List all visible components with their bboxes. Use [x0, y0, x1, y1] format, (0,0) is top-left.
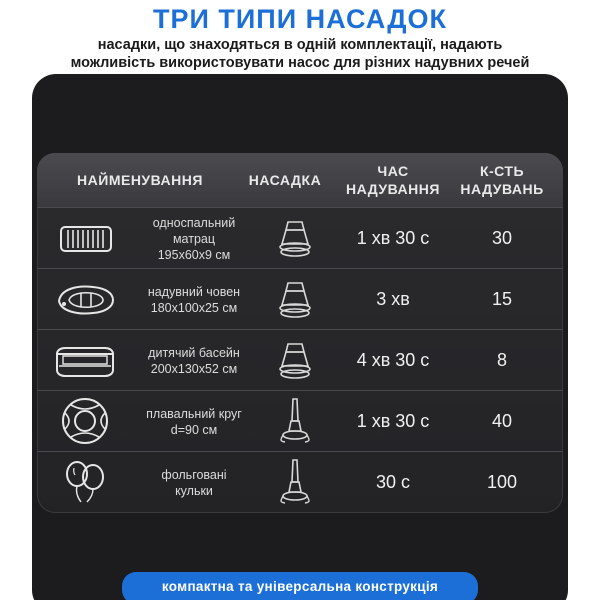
row-name	[129, 391, 259, 452]
boat-icon	[47, 269, 123, 330]
row-count: 30	[491, 228, 513, 248]
row-name-line: 195х60х9 см	[157, 247, 231, 262]
row-name	[129, 330, 259, 391]
row-name-line: 180х100х25 см	[150, 300, 238, 315]
header-time	[337, 153, 449, 207]
table-header	[37, 153, 563, 207]
table-row	[37, 390, 563, 451]
wide-nozzle-icon	[265, 330, 325, 391]
subtitle-line-2: можливість використовувати насос для різних надувних речей	[70, 55, 530, 71]
nozzle-table	[37, 153, 563, 513]
row-name	[129, 452, 259, 513]
row-time: 1 хв 30 с	[356, 228, 430, 248]
row-count: 15	[491, 289, 513, 309]
balloons-icon	[47, 452, 123, 513]
row-name-line: плавальний круг	[146, 406, 242, 421]
header-time-line-2: НАДУВАННЯ	[346, 181, 440, 197]
row-name-line: надувний човен	[147, 284, 241, 299]
header-attachment: НАСАДКА	[248, 172, 322, 188]
page-title: ТРИ ТИПИ НАСАДОК	[153, 4, 447, 34]
table-row	[37, 329, 563, 390]
pool-icon	[47, 330, 123, 391]
needle-nozzle-icon	[265, 391, 325, 452]
header-name: НАЙМЕНУВАННЯ	[77, 172, 203, 188]
table-row	[37, 207, 563, 268]
page-subtitle	[0, 36, 600, 72]
row-name	[129, 269, 259, 330]
row-name-line: фольговані	[161, 467, 227, 482]
header-time-line-1: ЧАС	[377, 163, 409, 179]
row-name-line: матрац	[172, 231, 216, 246]
table-row	[37, 451, 563, 512]
row-time: 30 с	[375, 472, 411, 492]
row-name-line: кульки	[175, 483, 213, 498]
wide-nozzle-icon	[265, 208, 325, 269]
row-time: 1 хв 30 с	[356, 411, 430, 431]
row-name	[129, 208, 259, 269]
header-count	[457, 153, 547, 207]
row-name-line: 200х130х52 см	[150, 361, 238, 376]
row-name-line: дитячий басейн	[148, 345, 240, 360]
subtitle-line-1: насадки, що знаходяться в одній комплектації, надають	[97, 37, 503, 53]
row-name-line: d=90 см	[170, 422, 218, 437]
row-time: 4 хв 30 с	[356, 350, 430, 370]
footer-banner: компактна та універсальна конструкція	[122, 572, 478, 600]
row-time: 3 хв	[376, 289, 410, 309]
swim-ring-icon	[47, 391, 123, 452]
mattress-icon	[47, 208, 123, 269]
row-name-line: односпальний	[152, 215, 236, 230]
needle-nozzle-icon	[265, 452, 325, 513]
row-count: 40	[491, 411, 513, 431]
header-count-line-1: К-СТЬ	[479, 163, 525, 179]
header-count-line-2: НАДУВАНЬ	[460, 181, 544, 197]
wide-nozzle-icon	[265, 269, 325, 330]
row-count: 8	[496, 350, 507, 370]
row-count: 100	[486, 472, 518, 492]
table-row	[37, 268, 563, 329]
